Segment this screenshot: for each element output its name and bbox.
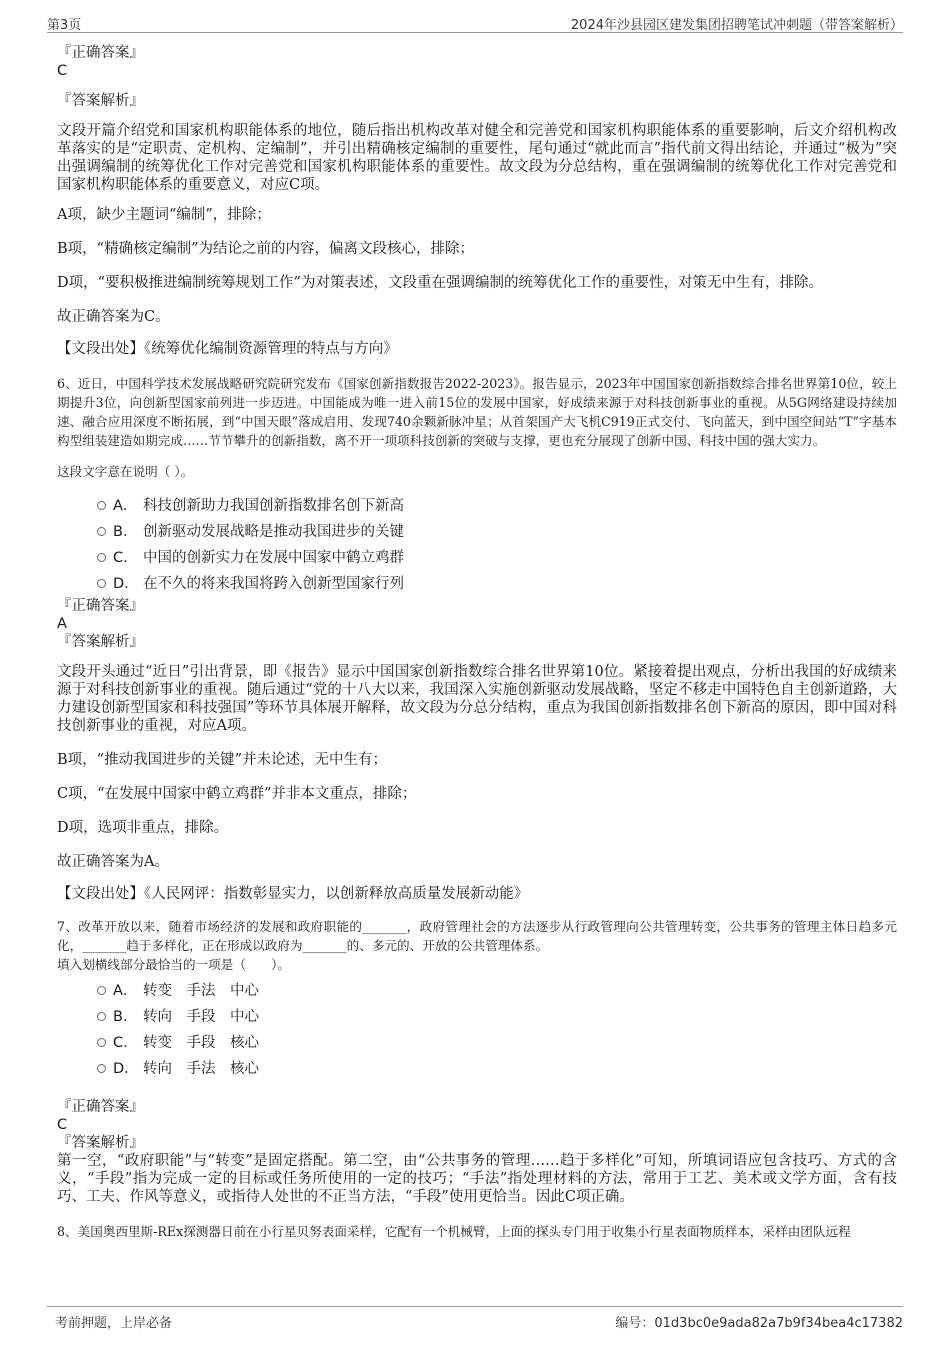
q6-answer-label: 『正确答案』 xyxy=(57,598,144,614)
q5-source: 【文段出处】《统筹优化编制资源管理的特点与方向》 xyxy=(57,341,398,357)
q5-note-d: D项，“要积极推进编制统筹规划工作”为对策表述，文段重在强调编制的统筹优化工作的重要性，对策无中生有，排除。 xyxy=(57,275,823,291)
q6-options xyxy=(57,493,897,597)
q6-source: 【文段出处】《人民网评：指数彰显实力，以创新释放高质量发展新动能》 xyxy=(57,886,529,902)
radio-icon[interactable] xyxy=(97,1038,106,1047)
q6-analysis: 文段开头通过“近日”引出背景，即《报告》显示中国国家创新指数综合排名世界第10位。紧接着提出观点，分析出我国的好成绩来源于对科技创新事业的重视。随后通过“党的十八大以来，我国深入实施创新驱动发展战略，坚定不移走中国特色自主创新道路，大力建设创新型国家和科技强国”等环节具体展开解释，故文段为分总分结构，重点为我国创新指数排名创下新高的原因，即中国对科技创新事业的重视，对应A项。 xyxy=(57,664,897,734)
q7-options xyxy=(57,978,897,1082)
q6-option-c[interactable]: C． 中国的创新实力在发展中国家中鹤立鸡群 xyxy=(57,545,897,571)
q8-stem: 8、美国奥西里斯-REx探测器日前在小行星贝努表面采样，它配有一个机械臂，上面的探头专门用于收集小行星表面物质样本，采样由团队远程 xyxy=(57,1224,851,1239)
page-header xyxy=(47,14,903,33)
page-footer xyxy=(47,1306,903,1331)
q5-conclusion: 故正确答案为C。 xyxy=(57,309,170,325)
q6-conclusion: 故正确答案为A。 xyxy=(57,854,169,870)
document-title: 2024年沙县园区建发集团招聘笔试冲刺题（带答案解析） xyxy=(570,18,903,33)
q6-answer: A xyxy=(57,616,67,632)
q7-option-b[interactable]: B． 转向 手段 中心 xyxy=(57,1004,897,1030)
q7-analysis-label: 『答案解析』 xyxy=(57,1135,144,1151)
q5-note-a: A项，缺少主题词“编制”，排除； xyxy=(57,207,271,223)
q7-option-d[interactable]: D． 转向 手法 核心 xyxy=(57,1056,897,1082)
footer-slogan: 考前押题，上岸必备 xyxy=(55,1316,173,1331)
q7-answer: C xyxy=(57,1117,68,1133)
radio-icon[interactable] xyxy=(97,579,106,588)
q6-prompt: 这段文字意在说明（ ）。 xyxy=(57,464,194,479)
q6-note-d: D项，选项非重点，排除。 xyxy=(57,820,229,836)
q5-analysis-label: 『答案解析』 xyxy=(57,93,144,109)
q7-prompt: 填入划横线部分最恰当的一项是（ ）。 xyxy=(57,957,290,972)
page-content xyxy=(57,44,897,1296)
document-code: 编号：01d3bc0e9ada82a7b9f34bea4c17382 xyxy=(615,1316,903,1331)
q5-answer: C xyxy=(57,63,68,79)
radio-icon[interactable] xyxy=(97,501,106,510)
q6-option-b[interactable]: B． 创新驱动发展战略是推动我国进步的关键 xyxy=(57,519,897,545)
q7-analysis: 第一空，“政府职能”与“转变”是固定搭配。第二空，由“公共事务的管理……趋于多样化”可知，所填词语应包含技巧、方式的含义，“手段”指为完成一定的目标或任务所使用的一定的技巧；“手法”指处理材料的方法，常用于工艺、美术或文学方面，含有技巧、工夫、作风等意义，或指待人处世的不正当方法，“手段”使用更恰当。因此C项正确。 xyxy=(57,1153,897,1205)
page-number: 第3页 xyxy=(47,18,82,33)
q6-stem: 6、近日，中国科学技术发展战略研究院研究发布《国家创新指数报告2022-2023》。报告显示，2023年中国国家创新指数综合排名世界第10位，较上期提升3位，向创新型国家前列进一步迈进。中国能成为唯一进入前15位的发展中国家，好成绩来源于对科技创新事业的重视。从5G网络建设持续加速、融合应用深度不断拓展，到“中国天眼”落成启用、发现740余颗新脉冲星；从首架国产大飞机C919正式交付、飞向蓝天，到中国空间站“T”字基本构型组装建造如期完成……节节攀升的创新指数，离不开一项项科技创新的突破与支撑，更也充分展现了创新中国、科技中国的强大实力。 xyxy=(57,376,897,448)
q5-analysis: 文段开篇介绍党和国家机构职能体系的地位，随后指出机构改革对健全和完善党和国家机构职能体系的重要影响，后文介绍机构改革落实的是“定职责、定机构、定编制”，并引出精确核定编制的重要性，尾句通过“就此而言”指代前文得出结论，并通过“极为”突出强调编制的统筹优化工作对完善党和国家机构职能体系的重要性。故文段为分总结构，重在强调编制的统筹优化工作对完善党和国家机构职能体系的重要意义，对应C项。 xyxy=(57,123,897,193)
q6-note-b: B项，“推动我国进步的关键”并未论述，无中生有； xyxy=(57,752,387,768)
q7-option-a[interactable]: A． 转变 手法 中心 xyxy=(57,978,897,1004)
q7-answer-label: 『正确答案』 xyxy=(57,1099,144,1115)
radio-icon[interactable] xyxy=(97,527,106,536)
q7-option-c[interactable]: C． 转变 手段 核心 xyxy=(57,1030,897,1056)
q6-option-a[interactable]: A． 科技创新助力我国创新指数排名创下新高 xyxy=(57,493,897,519)
q7-stem: 7、改革开放以来，随着市场经济的发展和政府职能的_______，政府管理社会的方法逐步从行政管理向公共管理转变，公共事务的管理主体日趋多元化，_______趋于多样化，正在形成以政府为_______的、多元的、开放的公共管理体系。 xyxy=(57,919,897,953)
q5-answer-label: 『正确答案』 xyxy=(57,45,144,61)
q6-note-c: C项，“在发展中国家中鹤立鸡群”并非本文重点，排除； xyxy=(57,786,417,802)
q6-analysis-label: 『答案解析』 xyxy=(57,634,144,650)
radio-icon[interactable] xyxy=(97,1064,106,1073)
q5-note-b: B项，“精确核定编制”为结论之前的内容，偏离文段核心，排除； xyxy=(57,241,474,257)
radio-icon[interactable] xyxy=(97,986,106,995)
radio-icon[interactable] xyxy=(97,1012,106,1021)
radio-icon[interactable] xyxy=(97,553,106,562)
q6-option-d[interactable]: D． 在不久的将来我国将跨入创新型国家行列 xyxy=(57,571,897,597)
